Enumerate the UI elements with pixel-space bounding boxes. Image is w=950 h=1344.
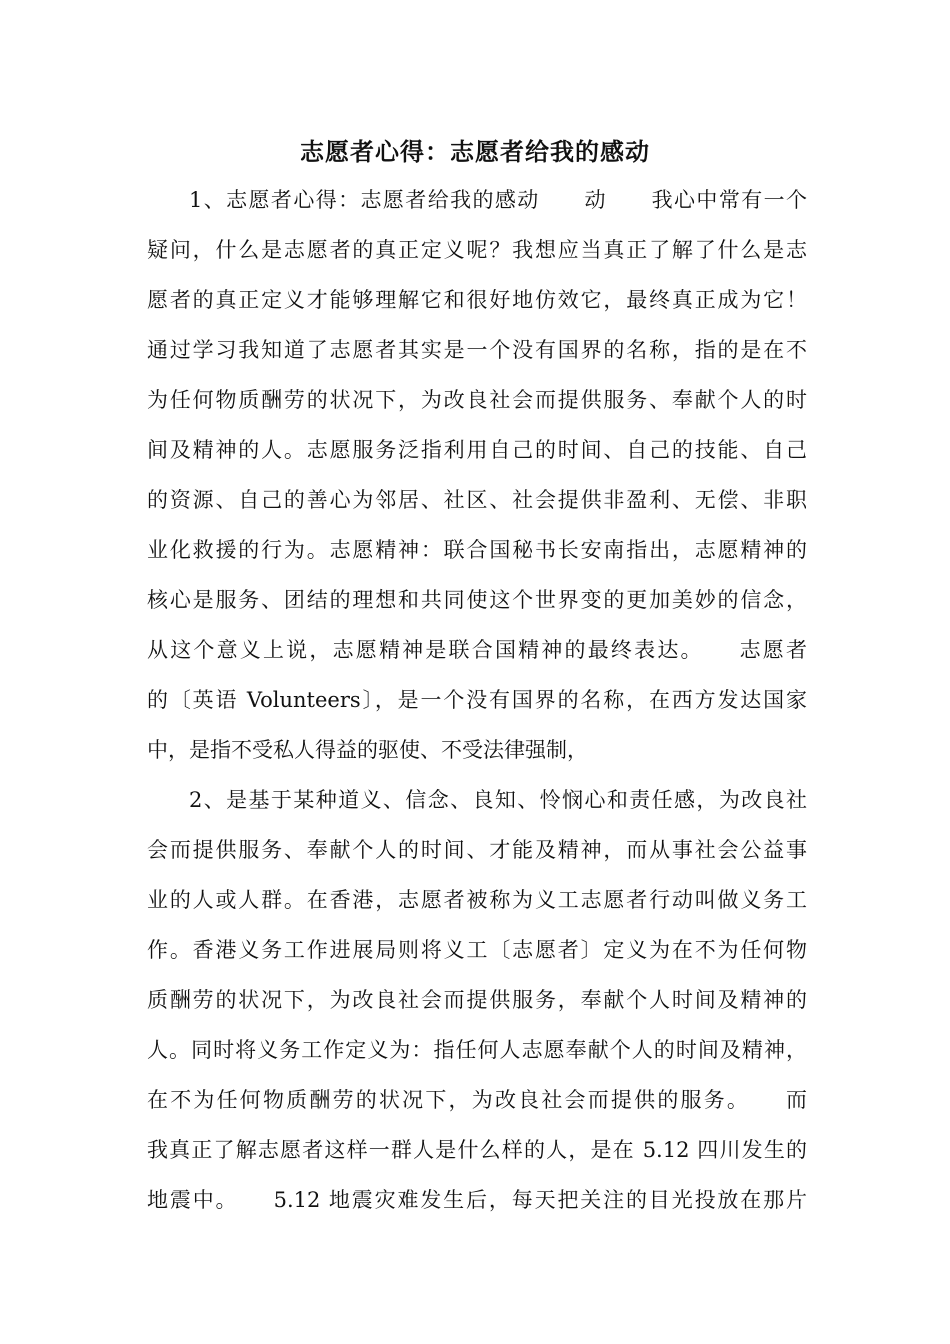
body-line: 间及精神的人。志愿服务泛指利用自己的时间、自己的技能、自己: [147, 438, 807, 462]
body-line: 业的人或人群。在香港，志愿者被称为义工志愿者行动叫做义务工: [147, 888, 807, 912]
body-line: 的资源、自己的善心为邻居、社区、社会提供非盈利、无偿、非职: [147, 488, 807, 512]
body-line: 2、是基于某种道义、信念、良知、怜悯心和责任感，为改良社: [189, 788, 807, 812]
body-line: 疑问，什么是志愿者的真正定义呢？我想应当真正了解了什么是志: [147, 238, 807, 262]
body-line: 为任何物质酬劳的状况下，为改良社会而提供服务、奉献个人的时: [147, 388, 807, 412]
document-title: 志愿者心得：志愿者给我的感动: [300, 138, 650, 166]
body-line: 会而提供服务、奉献个人的时间、才能及精神，而从事社会公益事: [147, 838, 807, 862]
body-line: 人。同时将义务工作定义为：指任何人志愿奉献个人的时间及精神，: [147, 1038, 807, 1062]
body-line: 通过学习我知道了志愿者其实是一个没有国界的名称，指的是在不: [147, 338, 807, 362]
body-line: 从这个意义上说，志愿精神是联合国精神的最终表达。 志愿者: [147, 638, 807, 662]
body-line: 核心是服务、团结的理想和共同使这个世界变的更加美妙的信念，: [147, 588, 807, 612]
body-line: 业化救援的行为。志愿精神：联合国秘书长安南指出，志愿精神的: [147, 538, 807, 562]
body-line: 的〔英语 Volunteers〕，是一个没有国界的名称，在西方发达国家: [147, 688, 807, 712]
body-line: 在不为任何物质酬劳的状况下，为改良社会而提供的服务。 而: [147, 1088, 807, 1112]
body-line: 愿者的真正定义才能够理解它和很好地仿效它，最终真正成为它！: [147, 288, 807, 312]
body-line: 1、志愿者心得：志愿者给我的感动 动 我心中常有一个: [189, 188, 807, 212]
body-line: 地震中。 5.12 地震灾难发生后，每天把关注的目光投放在那片: [147, 1188, 807, 1212]
body-line: 中，是指不受私人得益的驱使、不受法律强制，: [147, 738, 588, 762]
body-line: 作。香港义务工作进展局则将义工〔志愿者〕定义为在不为任何物: [147, 938, 807, 962]
body-line: 我真正了解志愿者这样一群人是什么样的人，是在 5.12 四川发生的: [147, 1138, 807, 1162]
body-line: 质酬劳的状况下，为改良社会而提供服务，奉献个人时间及精神的: [147, 988, 807, 1012]
